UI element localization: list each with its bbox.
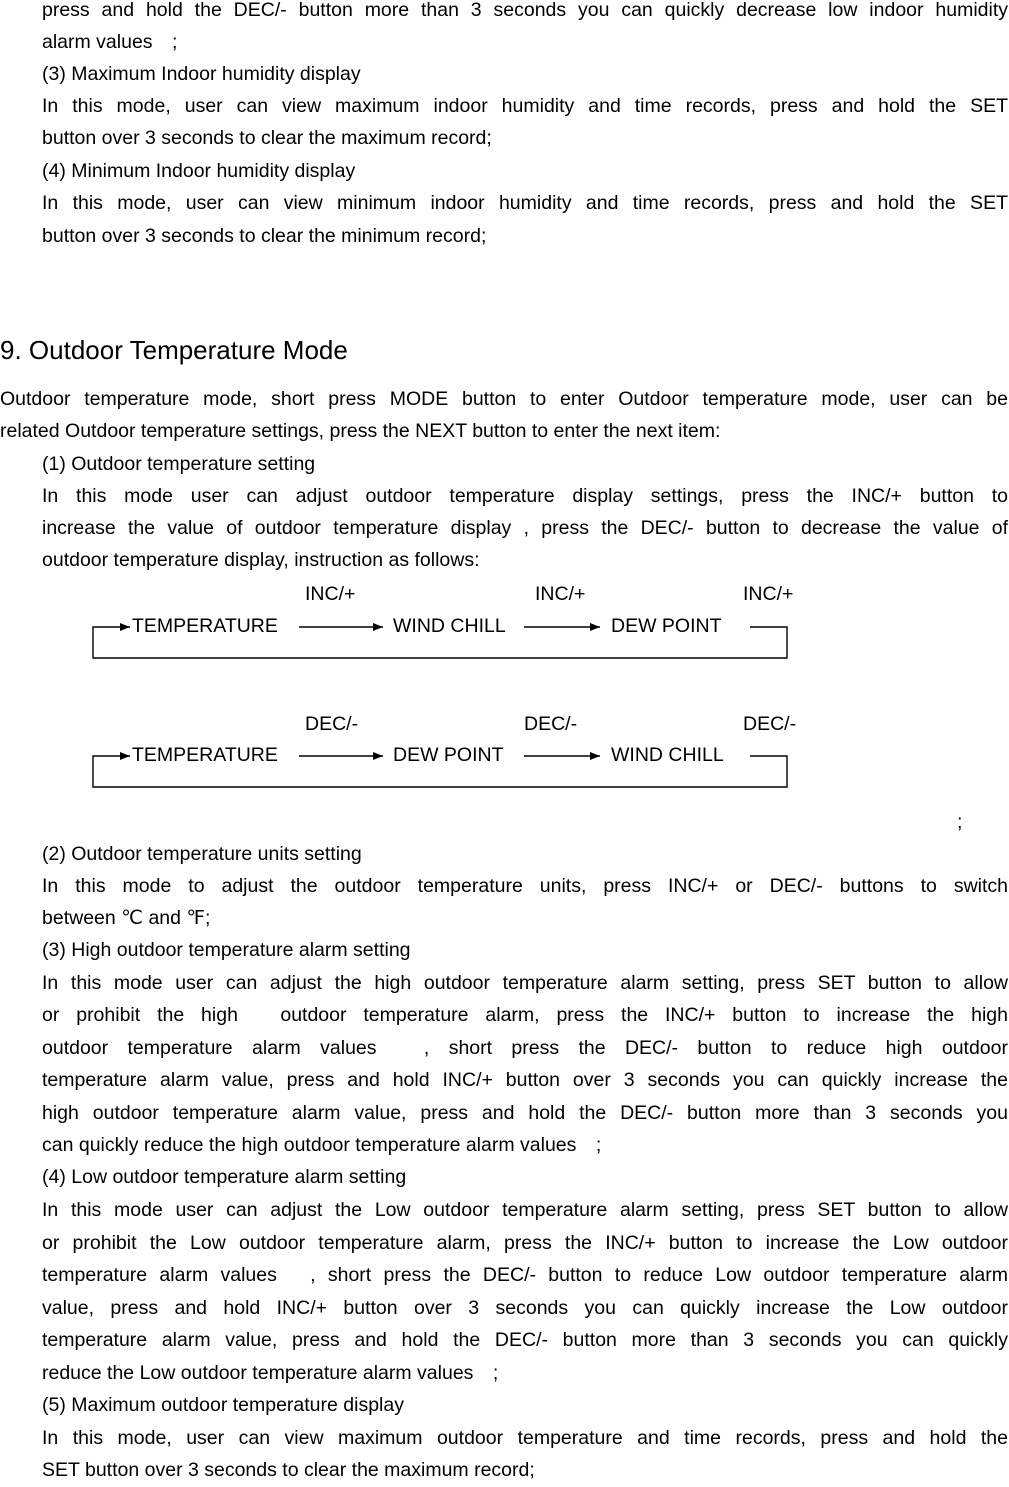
body-line: can quickly reduce the high outdoor temperature alarm values ; <box>42 1134 602 1156</box>
node-temperature: TEMPERATURE <box>132 744 278 766</box>
body-line: alarm values ; <box>42 31 178 53</box>
stray-semicolon: ; <box>957 811 963 833</box>
body-line: related Outdoor temperature settings, press the NEXT button to enter the next item: <box>0 420 721 442</box>
body-line: reduce the Low outdoor temperature alarm values ; <box>42 1362 499 1384</box>
body-line: outdoor temperature alarm values , short press the DEC/- button to reduce high outdoor <box>42 1037 1008 1059</box>
body-line: outdoor temperature display, instruction as follows: <box>42 549 480 571</box>
node-wind-chill: WIND CHILL <box>611 744 724 766</box>
body-line: or prohibit the Low outdoor temperature alarm, press the INC/+ button to increase the Low outdoor <box>42 1232 1008 1254</box>
subheading: (4) Low outdoor temperature alarm setting <box>42 1166 407 1188</box>
body-line: In this mode, user can view maximum outdoor temperature and time records, press and hold the <box>42 1427 1008 1449</box>
inc-button-label: INC/+ <box>743 583 794 605</box>
body-line: SET button over 3 seconds to clear the maximum record; <box>42 1459 535 1481</box>
dec-button-label: DEC/- <box>305 713 359 735</box>
body-line: temperature alarm value, press and hold the DEC/- button more than 3 seconds you can quickly <box>42 1329 1008 1351</box>
subheading: (2) Outdoor temperature units setting <box>42 843 362 865</box>
node-dew-point: DEW POINT <box>611 615 722 637</box>
section-title: 9. Outdoor Temperature Mode <box>0 335 348 365</box>
body-line: In this mode, user can view maximum indoor humidity and time records, press and hold the SET <box>42 95 1008 117</box>
inc-button-label: INC/+ <box>535 583 586 605</box>
body-line: value, press and hold INC/+ button over 3 seconds you can quickly increase the Low outdoor <box>42 1297 1008 1319</box>
subheading: (3) High outdoor temperature alarm setting <box>42 939 411 961</box>
return-loop <box>93 756 787 787</box>
inc-button-label: INC/+ <box>305 583 356 605</box>
subheading: (4) Minimum Indoor humidity display <box>42 160 356 182</box>
body-line: button over 3 seconds to clear the maximum record; <box>42 127 492 149</box>
node-dew-point: DEW POINT <box>393 744 504 766</box>
body-line: increase the value of outdoor temperature display , press the DEC/- button to decrease the value of <box>42 517 1008 539</box>
dec-button-label: DEC/- <box>524 713 578 735</box>
node-temperature: TEMPERATURE <box>132 615 278 637</box>
body-line: Outdoor temperature mode, short press MODE button to enter Outdoor temperature mode, user can be <box>0 388 1008 410</box>
body-line: between ℃ and ℉; <box>42 907 211 929</box>
body-line: In this mode user can adjust outdoor temperature display settings, press the INC/+ button to <box>42 485 1008 507</box>
subheading: (5) Maximum outdoor temperature display <box>42 1394 404 1416</box>
body-line: In this mode user can adjust the high outdoor temperature alarm setting, press SET button to allow <box>42 972 1008 994</box>
body-line: temperature alarm values , short press the DEC/- button to reduce Low outdoor temperature alarm <box>42 1264 1008 1286</box>
subheading: (1) Outdoor temperature setting <box>42 453 316 475</box>
body-line: button over 3 seconds to clear the minimum record; <box>42 225 487 247</box>
node-wind-chill: WIND CHILL <box>393 615 506 637</box>
body-line: temperature alarm value, press and hold INC/+ button over 3 seconds you can quickly increase the <box>42 1069 1008 1091</box>
body-line: In this mode, user can view minimum indoor humidity and time records, press and hold the SET <box>42 192 1008 214</box>
body-line: or prohibit the high outdoor temperature alarm, press the INC/+ button to increase the high <box>42 1004 1008 1026</box>
body-line: press and hold the DEC/- button more than 3 seconds you can quickly decrease low indoor humidity <box>42 0 1008 21</box>
body-line: high outdoor temperature alarm value, press and hold the DEC/- button more than 3 seconds you <box>42 1102 1008 1124</box>
subheading: (3) Maximum Indoor humidity display <box>42 63 361 85</box>
dec-button-label: DEC/- <box>743 713 797 735</box>
body-line: In this mode user can adjust the Low outdoor temperature alarm setting, press SET button to allow <box>42 1199 1008 1221</box>
body-line: In this mode to adjust the outdoor temperature units, press INC/+ or DEC/- buttons to switch <box>42 875 1008 897</box>
return-loop <box>93 627 787 658</box>
